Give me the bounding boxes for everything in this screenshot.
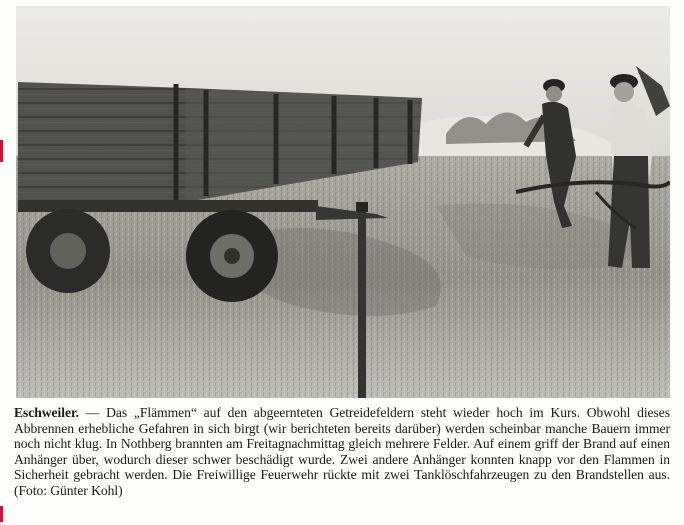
article-caption — [14, 405, 670, 499]
press-photo — [16, 6, 670, 398]
margin-mark-top — [0, 140, 3, 162]
photo-scene — [16, 6, 670, 398]
article-body: — Das „Flämmen“ auf den abgeernteten Getreidefeldern steht wieder hoch im Kurs. Obwohl dieses Abbrennen erhebliche Gefahren in sich birgt (wir berichteten bereits darüber) werden scheinbar manche Bauern immer noch nicht klug. In Nothberg brannten am Freitagnachmittag gleich mehrere Felder. Auf einem griff der Brand auf einen Anhänger über, wodurch dieser schwer beschädigt wurde. Zwei andere Anhänger konnten knapp vor den Flammen in Sicherheit gebracht werden. Die Freiwillige Feuerwehr rückte mit zwei Tanklöschfahrzeugen zu den Brandstellen aus. (Foto: Günter Kohl) — [14, 405, 670, 498]
margin-mark-bottom — [0, 506, 3, 522]
article-dateline: Eschweiler. — [14, 405, 80, 420]
